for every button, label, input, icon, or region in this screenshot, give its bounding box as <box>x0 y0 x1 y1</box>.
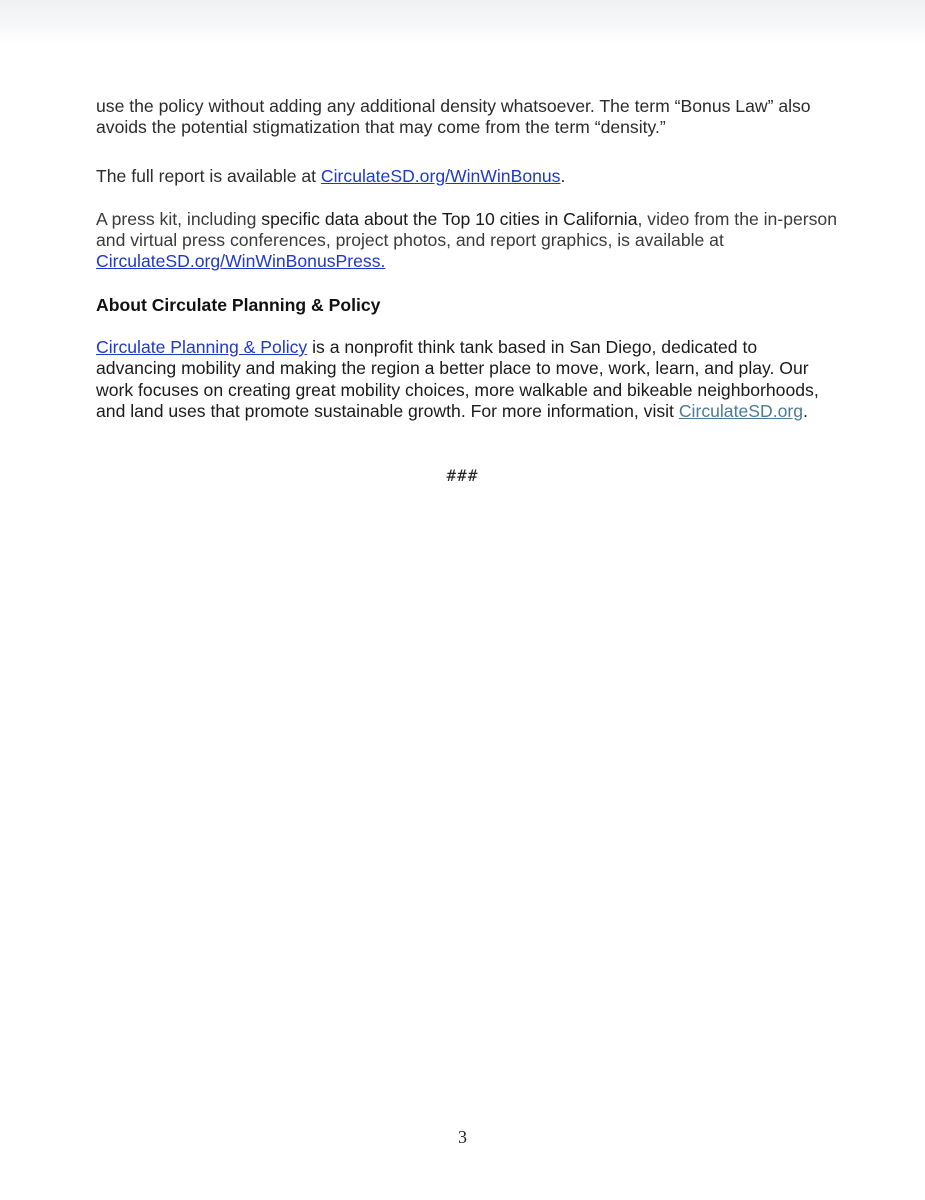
about-paragraph <box>96 337 841 422</box>
org-link[interactable]: Circulate Planning & Policy <box>96 337 308 358</box>
presskit-text-2: specific data about the Top 10 cities in California <box>261 208 638 229</box>
document-page <box>96 96 841 422</box>
presskit-text-1: A press kit, including <box>96 208 262 229</box>
report-text: The full report is available at <box>96 165 321 186</box>
top-shadow-band <box>0 0 925 44</box>
page-number: 3 <box>458 1127 467 1147</box>
report-paragraph <box>96 166 841 187</box>
about-end: . <box>803 400 808 421</box>
about-body: is a nonprofit think tank based in San Diego, dedicated to advancing mobility and making the region a better place to move, work, learn, and play. Our work focuses on creating great mobility choices, more walkable and bikeable neighborhoods, and land uses that promote sustainable growth. For more information, visit <box>96 337 819 421</box>
report-link[interactable]: CirculateSD.org/WinWinBonus <box>320 165 561 186</box>
site-link[interactable]: CirculateSD.org <box>678 400 804 421</box>
end-separator: ### <box>446 466 479 485</box>
continued-paragraph: use the policy without adding any additional density whatsoever. The term “Bonus Law” also avoids the potential stigmatization that may come from the term “density.” <box>96 96 811 138</box>
report-suffix: . <box>560 165 566 186</box>
presskit-paragraph <box>96 209 841 273</box>
presskit-link[interactable]: CirculateSD.org/WinWinBonusPress. <box>96 251 386 272</box>
presskit-text-3: , video from the in-person and virtual press conferences, project photos, and report graphics, is available at <box>96 208 837 251</box>
about-heading: About Circulate Planning & Policy <box>96 294 381 315</box>
